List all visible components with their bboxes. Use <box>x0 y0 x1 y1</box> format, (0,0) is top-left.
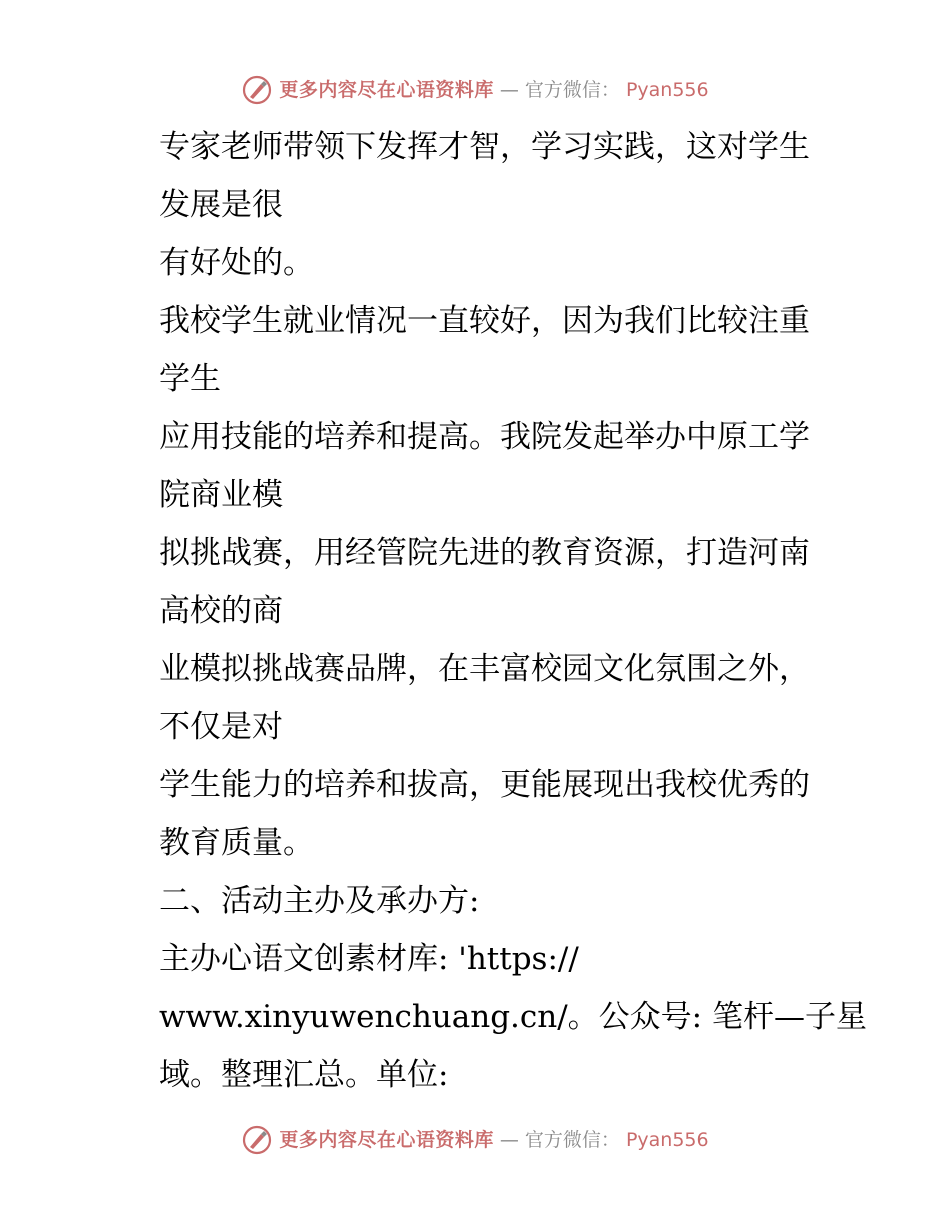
line-7: 院商业模 <box>159 477 283 513</box>
section-heading: 二、活动主办及承办方: <box>159 883 480 919</box>
line-2: 发展是很 <box>159 187 283 223</box>
watermark-header <box>0 74 950 106</box>
line-1: 专家老师带领下发挥才智，学习实践，这对学生 <box>159 129 810 165</box>
watermark-dash: — <box>499 79 519 101</box>
line-13: 教育质量。 <box>159 825 314 861</box>
line-11: 不仅是对 <box>159 709 283 745</box>
line-10: 业模拟挑战赛品牌，在丰富校园文化氛围之外， <box>159 651 810 687</box>
line-5: 学生 <box>159 361 221 397</box>
pen-logo-icon <box>241 1124 273 1156</box>
watermark-id: Pyan556 <box>625 79 709 101</box>
line-4: 我校学生就业情况一直较好，因为我们比较注重 <box>159 303 810 339</box>
line-3: 有好处的。 <box>159 245 314 281</box>
line-6: 应用技能的培养和提高。我院发起举办中原工学 <box>159 419 810 455</box>
line-8: 拟挑战赛，用经管院先进的教育资源，打造河南 <box>159 535 810 571</box>
document-body <box>97 118 867 1104</box>
url-line: www.xinyuwenchuang.cn/。公众号: 笔杆—子星 <box>159 999 867 1035</box>
watermark-id: Pyan556 <box>625 1129 709 1151</box>
watermark-main-text: 更多内容尽在心语资料库 <box>279 1129 494 1151</box>
line-15: 主办心语文创素材库: 'https:// <box>159 941 579 977</box>
document-paragraph-block <box>97 118 867 1104</box>
watermark-dash: — <box>499 1129 519 1151</box>
line-17: 域。整理汇总。单位: <box>159 1057 449 1093</box>
watermark-footer <box>0 1124 950 1156</box>
line-9: 高校的商 <box>159 593 283 629</box>
watermark-side-text: 官方微信： <box>524 1129 620 1151</box>
line-12: 学生能力的培养和拔高，更能展现出我校优秀的 <box>159 767 810 803</box>
watermark-side-text: 官方微信： <box>524 79 620 101</box>
watermark-main-text: 更多内容尽在心语资料库 <box>279 79 494 101</box>
pen-logo-icon <box>241 74 273 106</box>
